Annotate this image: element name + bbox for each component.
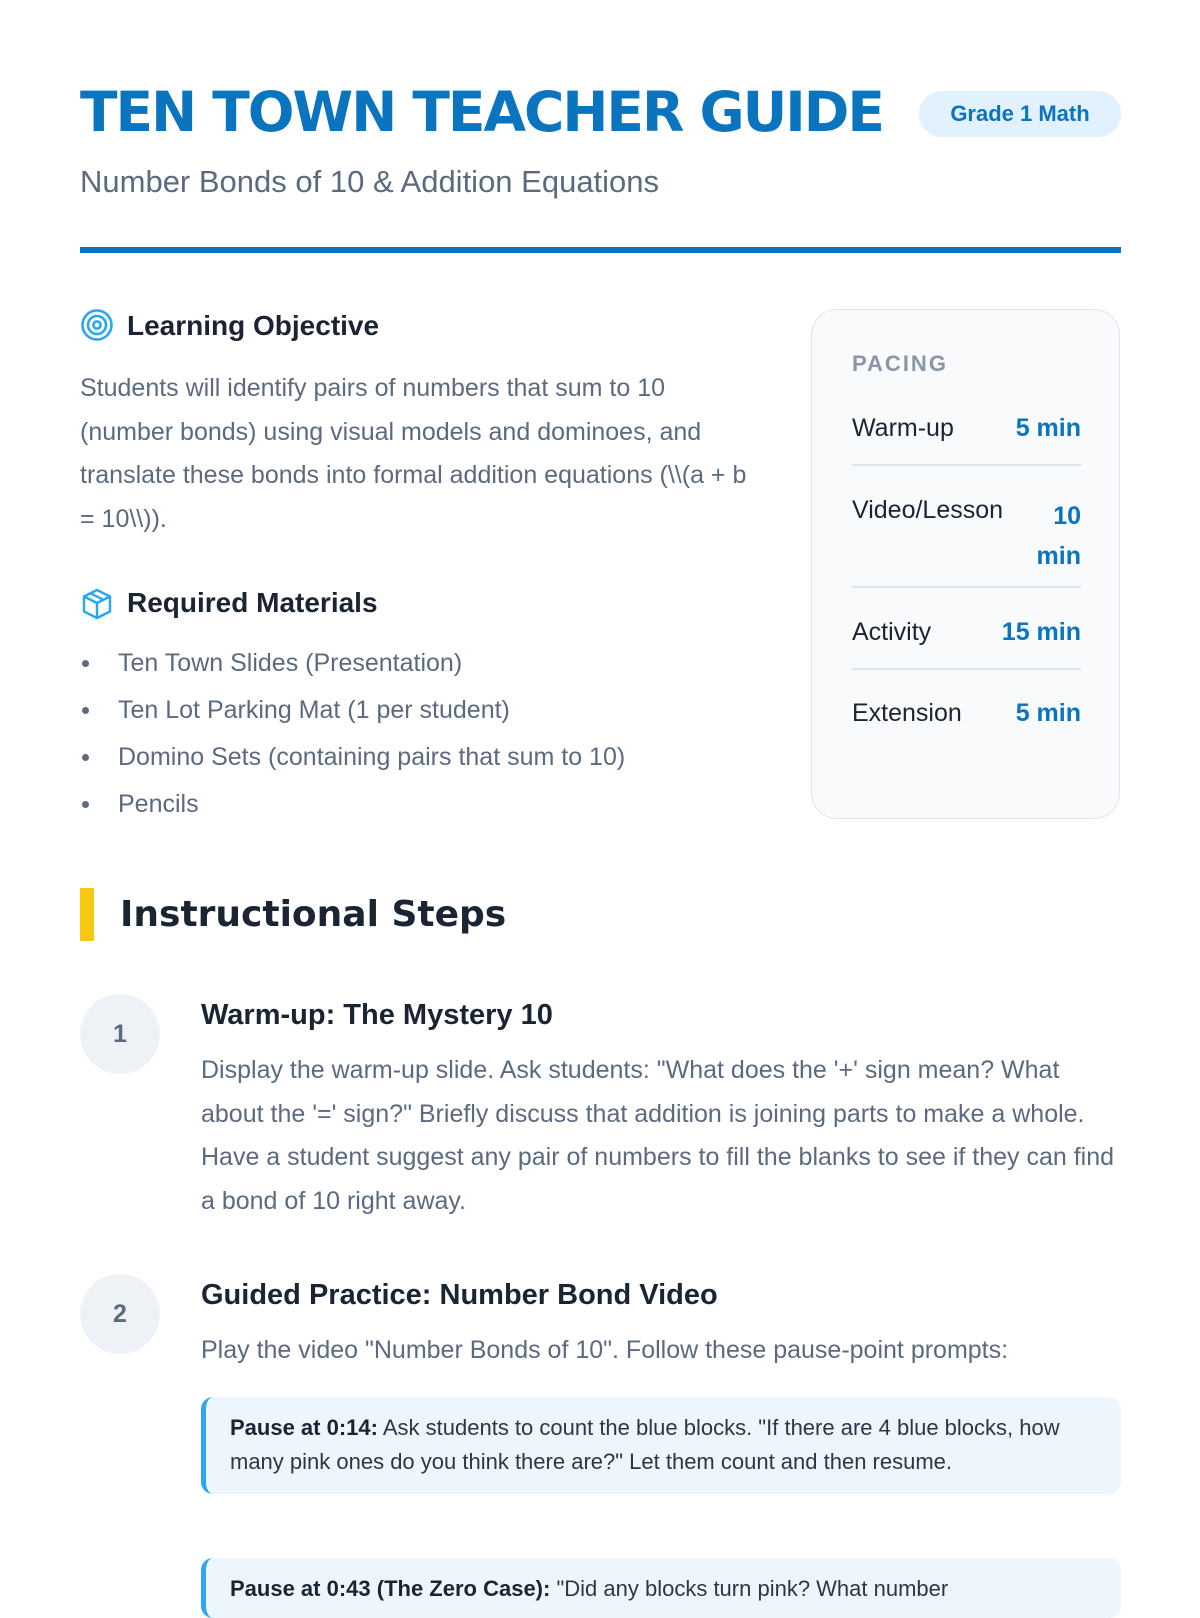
header-divider <box>80 247 1121 253</box>
materials-heading: Required Materials <box>127 587 378 618</box>
target-icon <box>80 308 114 342</box>
pacing-divider <box>852 668 1081 670</box>
list-item: Ten Lot Parking Mat (1 per student) <box>80 687 625 734</box>
pause-point-callout <box>201 1397 1121 1494</box>
pacing-row <box>852 496 1081 576</box>
pacing-row-value: 5 min <box>1015 414 1081 442</box>
pause-point-text: Ask students to count the blue blocks. "If there are 4 blue blocks, how many pink ones do you think there are?" Let them count and then resume. <box>230 1415 1060 1474</box>
pacing-divider <box>852 464 1081 466</box>
step-title: Warm-up: The Mystery 10 <box>201 999 553 1031</box>
pacing-row <box>852 618 1081 658</box>
pacing-row-label: Warm-up <box>852 414 954 442</box>
materials-list <box>80 640 625 828</box>
step-number-badge: 2 <box>80 1274 160 1354</box>
list-item: Pencils <box>80 781 625 828</box>
pause-point-label: Pause at 0:43 (The Zero Case): <box>230 1576 551 1601</box>
pacing-divider <box>852 586 1081 588</box>
pacing-row-label: Activity <box>852 618 932 646</box>
grade-badge: Grade 1 Math <box>919 91 1121 137</box>
step-title: Guided Practice: Number Bond Video <box>201 1279 718 1311</box>
pacing-card <box>811 309 1120 819</box>
pacing-row-value: 15 min <box>1001 618 1081 646</box>
pacing-row-label: Extension <box>852 699 962 727</box>
step-body: Play the video "Number Bonds of 10". Follow these pause-point prompts: <box>201 1336 1009 1364</box>
pause-point-label: Pause at 0:14: <box>230 1415 378 1440</box>
objective-heading: Learning Objective <box>127 310 380 341</box>
pacing-row-value: 10 min <box>1036 502 1081 570</box>
pacing-row <box>852 699 1081 739</box>
pause-point-text: "Did any blocks turn pink? What number <box>550 1576 949 1601</box>
list-item: Ten Town Slides (Presentation) <box>80 640 625 687</box>
pacing-row-value: 5 min <box>1015 699 1081 727</box>
page-title: TEN TOWN TEACHER GUIDE <box>80 80 883 144</box>
box-icon <box>80 587 114 621</box>
section-accent-bar <box>80 888 94 941</box>
pause-point-callout <box>201 1558 1121 1618</box>
pacing-row <box>852 414 1081 454</box>
objective-text: Students will identify pairs of numbers that sum to 10 (number bonds) using visual models and dominoes, and translate these bonds into formal addition equations (\\(a + b = 10\\)). <box>80 374 747 533</box>
page-subtitle: Number Bonds of 10 & Addition Equations <box>80 164 660 199</box>
list-item: Domino Sets (containing pairs that sum to 10) <box>80 734 625 781</box>
step-number-badge: 1 <box>80 994 160 1074</box>
step-body: Display the warm-up slide. Ask students: "What does the '+' sign mean? What about the '=' sign?" Briefly discuss that addition is joining parts to make a whole. Have a student suggest any pair of numbers to fill the blanks to see if they can find a bond of 10 right away. <box>201 1056 1115 1215</box>
pacing-label: PACING <box>852 351 948 376</box>
steps-heading: Instructional Steps <box>120 894 507 935</box>
pacing-row-label: Video/Lesson <box>852 496 1004 524</box>
